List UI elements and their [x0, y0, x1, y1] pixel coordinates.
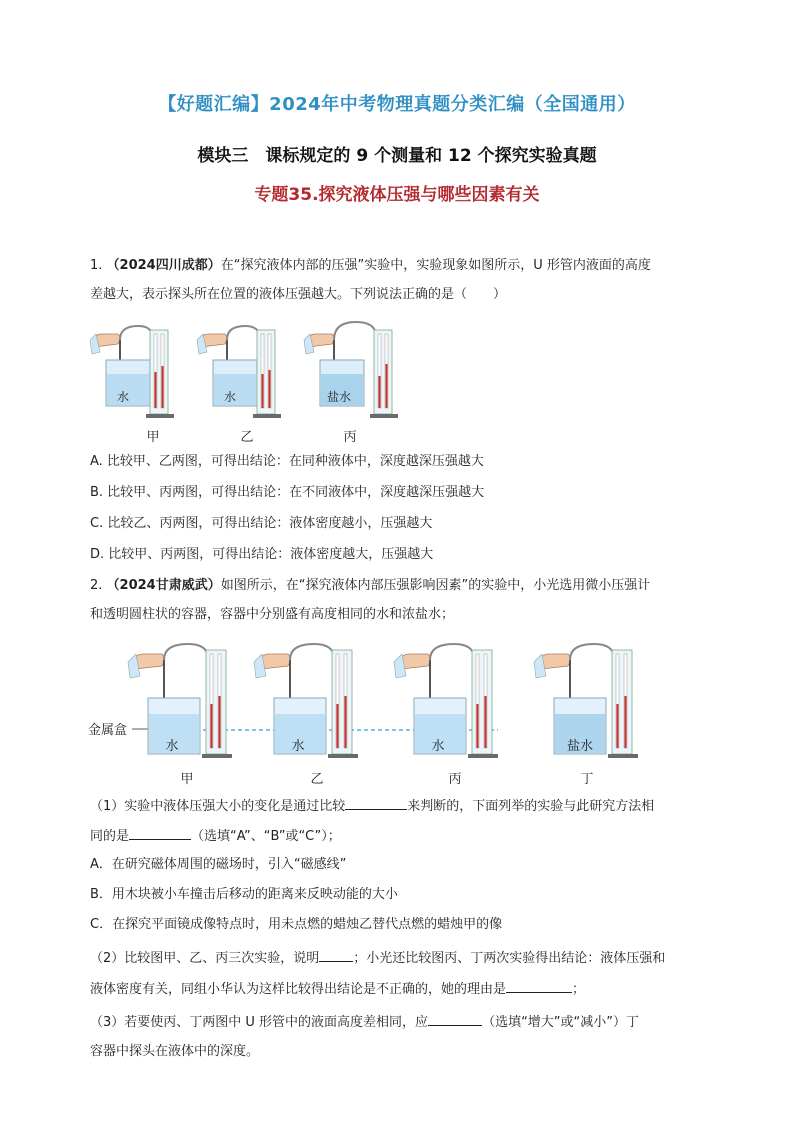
q1-apparatus-3	[304, 322, 398, 418]
q2-sub1-text-d: （选填“A”、“B”或“C”）；	[191, 829, 341, 844]
q2-stem-line2: 和透明圆柱状的容器，容器中分别盛有高度相同的水和浓盐水；	[90, 607, 455, 622]
q2-caption-1: 甲	[180, 772, 194, 787]
q2-stem-line1	[90, 576, 710, 596]
q1-option-c: C. 比较乙、丙两图，可得出结论：液体密度越小，压强越大	[90, 516, 433, 531]
q2-metal-box-label: 金属盒	[88, 723, 128, 738]
q1-apparatus-2	[197, 326, 281, 418]
q2-figure	[88, 638, 648, 768]
q2-sub1-text-c: 同的是	[90, 829, 130, 844]
q2-sub2-text-b: ；小光还比较图丙、丁两次实验得出结论：液体压强和	[353, 951, 666, 966]
q2-apparatus-4	[534, 644, 638, 758]
q2-number: 2.	[90, 578, 103, 593]
q2-sub3-text-b: （选填“增大”或“减小”）丁	[482, 1015, 640, 1030]
q2-liquid-label-1: 水	[165, 739, 179, 754]
q2-sub2-text-c: 液体密度有关，同组小华认为这样比较得出结论是不正确的，她的理由是	[90, 982, 507, 997]
q1-stem-line2: 差越大，表示探头所在位置的液体压强越大。下列说法正确的是（ ）	[90, 287, 507, 302]
q2-liquid-label-4: 盐水	[566, 739, 594, 754]
q2-apparatus-3	[394, 644, 498, 758]
q1-apparatus-1	[90, 326, 174, 418]
q1-figure	[90, 320, 410, 425]
q2-sub2-text-a: （2）比较图甲、乙、丙三次实验，说明	[90, 951, 320, 966]
q2-sub2-line1	[90, 948, 710, 969]
q2-sub1-blank-1[interactable]	[345, 796, 407, 810]
q2-sub2-blank-2[interactable]	[506, 979, 572, 993]
topic-heading: 专题35.探究液体压强与哪些因素有关	[254, 185, 540, 205]
q2-option-c: C．在探究平面镜成像特点时，用未点燃的蜡烛乙替代点燃的蜡烛甲的像	[90, 917, 503, 932]
q2-caption-3: 丙	[448, 772, 462, 787]
q2-caption-4: 丁	[580, 772, 594, 787]
q1-liquid-label-3: 盐水	[326, 390, 352, 404]
q2-sub3-line1	[90, 1012, 710, 1033]
document-title: 【好题汇编】2024年中考物理真题分类汇编（全国通用）	[158, 94, 636, 115]
q2-apparatus-2	[254, 644, 358, 758]
q2-stem-text1: 如图所示，在“探究液体内部压强影响因素”的实验中，小光选用微小压强计	[220, 578, 651, 593]
q2-sub2-blank-1[interactable]	[319, 948, 353, 962]
q2-sub2-text-d: ；	[572, 982, 586, 997]
q2-liquid-label-2: 水	[291, 739, 305, 754]
q2-sub1-text-b: 来判断的，下面列举的实验与此研究方法相	[407, 799, 655, 814]
q2-sub3-blank[interactable]	[428, 1012, 482, 1026]
q1-liquid-label-1: 水	[116, 390, 130, 404]
q2-source: （2024甘肃威武）	[106, 578, 221, 593]
q1-liquid-label-2: 水	[223, 390, 237, 404]
module-heading: 模块三 课标规定的 9 个测量和 12 个探究实验真题	[197, 146, 597, 166]
q2-sub2-line2	[90, 979, 710, 1000]
q2-liquid-label-3: 水	[431, 739, 445, 754]
q1-option-b: B. 比较甲、丙两图，可得出结论：在不同液体中，深度越深压强越大	[90, 485, 485, 500]
q2-option-a: A．在研究磁体周围的磁场时，引入“磁感线”	[90, 857, 347, 872]
q2-option-b: B．用木块被小车撞击后移动的距离来反映动能的大小	[90, 887, 398, 902]
q1-number: 1.	[90, 258, 103, 273]
q2-apparatus-1	[128, 644, 232, 758]
q1-stem-text1: 在“探究液体内部的压强”实验中，实验现象如图所示，U 形管内液面的高度	[220, 258, 651, 273]
q2-caption-2: 乙	[310, 772, 324, 787]
q2-sub1-blank-2[interactable]	[129, 826, 191, 840]
q2-sub3-text-a: （3）若要使丙、丁两图中 U 形管中的液面高度差相同，应	[90, 1015, 429, 1030]
q1-option-d: D. 比较甲、丙两图，可得出结论：液体密度越大，压强越大	[90, 547, 434, 562]
q1-option-a: A. 比较甲、乙两图，可得出结论：在同种液体中，深度越深压强越大	[90, 454, 484, 469]
q2-sub3-line2: 容器中探头在液体中的深度。	[90, 1044, 260, 1059]
q1-caption-1: 甲	[146, 430, 160, 445]
q1-caption-2: 乙	[240, 430, 254, 445]
q1-source: （2024四川成都）	[106, 258, 221, 273]
q2-sub1-line1	[90, 796, 710, 817]
q1-stem-line1	[90, 256, 710, 276]
q2-sub1-text-a: （1）实验中液体压强大小的变化是通过比较	[90, 799, 346, 814]
q2-sub1-line2	[90, 826, 710, 847]
q1-caption-3: 丙	[343, 430, 357, 445]
